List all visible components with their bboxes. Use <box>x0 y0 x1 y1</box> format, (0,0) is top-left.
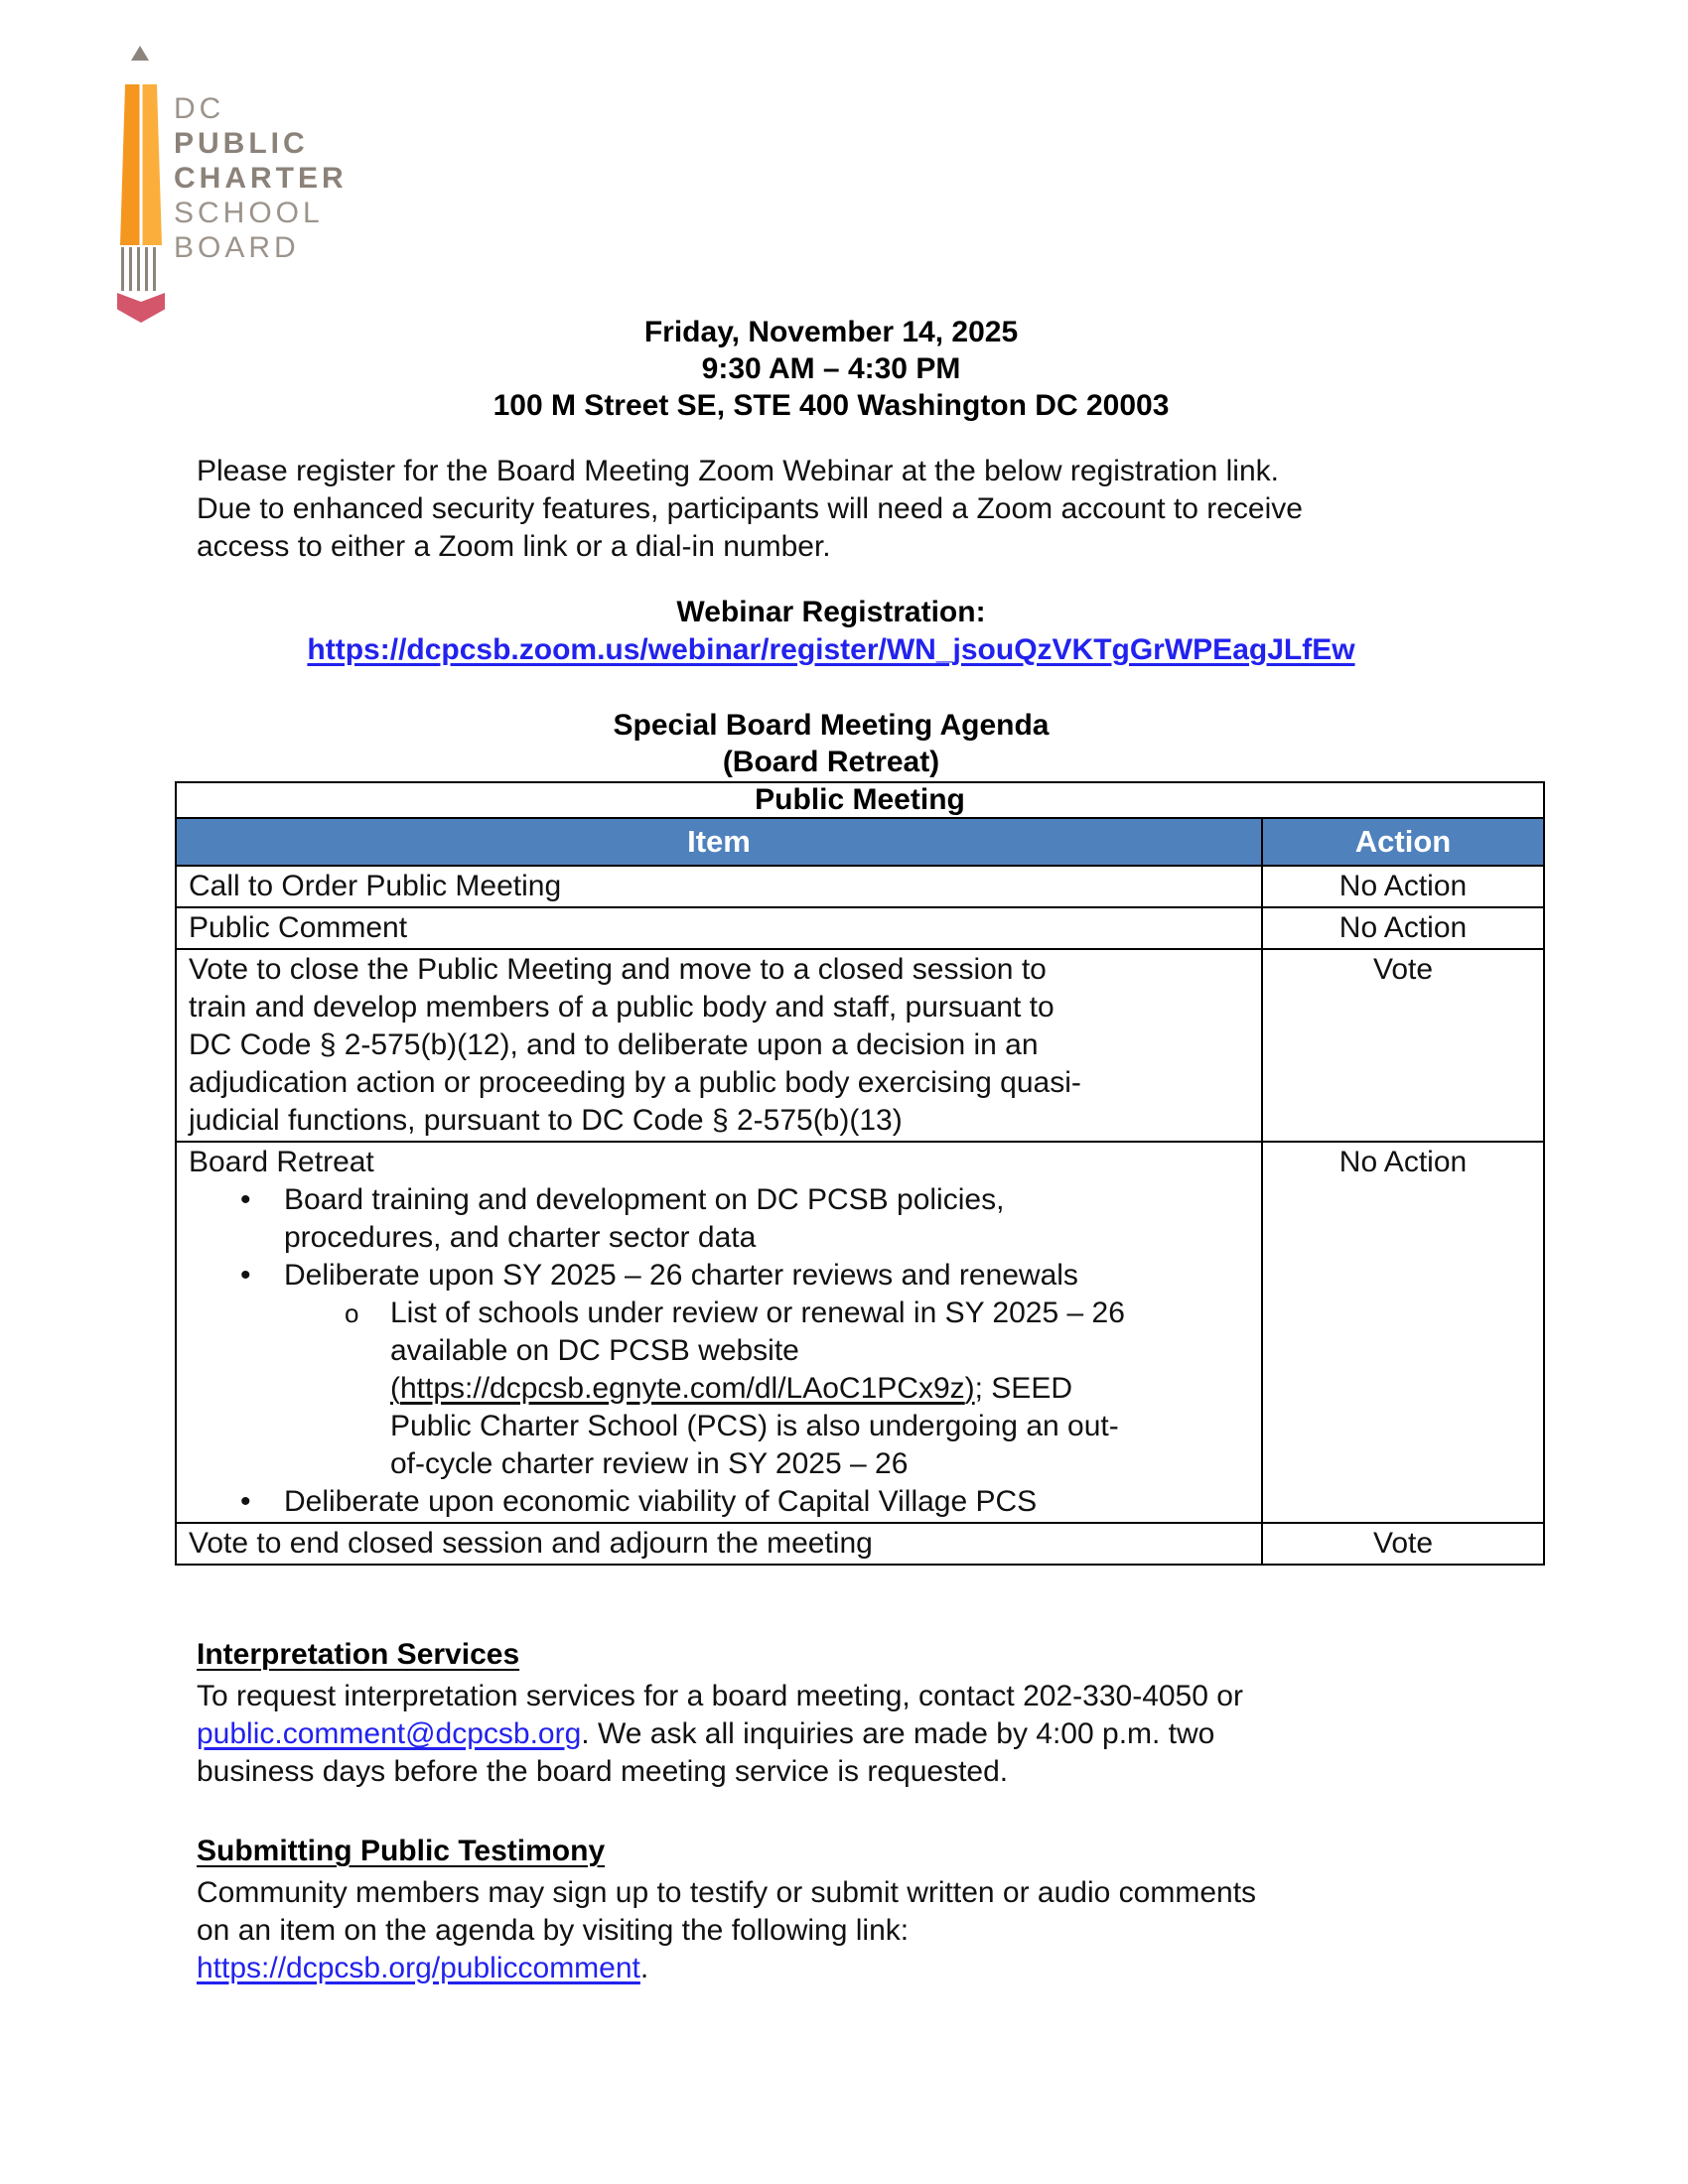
row1-item: Call to Order Public Meeting <box>176 866 1262 907</box>
webinar-link-line <box>197 631 1466 668</box>
paren-close: ) <box>964 1372 975 1405</box>
agenda-title: Special Board Meeting Agenda <box>613 709 1050 742</box>
column-header-item: Item <box>176 818 1262 866</box>
event-location: 100 M Street SE, STE 400 Washington DC 20003 <box>492 389 1170 422</box>
interpretation-line-1: To request interpretation services for a board meeting, contact 202-330-4050 or <box>197 1680 1243 1712</box>
table-caption-row <box>176 782 1544 818</box>
webinar-registration-heading: Webinar Registration: <box>676 596 986 628</box>
sub-bullet-line-3-rest: ; SEED <box>974 1372 1072 1405</box>
row5-item: Vote to end closed session and adjourn the meeting <box>176 1523 1262 1565</box>
interpretation-line-2-rest: . We ask all inquiries are made by 4:00 p.m. two <box>581 1717 1215 1750</box>
testimony-paragraph <box>197 1874 1477 1987</box>
column-header-action: Action <box>1262 818 1544 866</box>
board-retreat-bullet-3: • Deliberate upon economic viability of Capital Village PCS <box>189 1483 1249 1521</box>
row5-action: Vote <box>1262 1523 1544 1565</box>
event-date: Friday, November 14, 2025 <box>643 316 1019 348</box>
board-retreat-sub-bullet <box>189 1295 1249 1483</box>
sub-bullet-line-1: o List of schools under review or renewal in SY 2025 – 26 <box>390 1297 1125 1329</box>
interpretation-line-3: business days before the board meeting service is requested. <box>197 1755 1009 1788</box>
dcpcsb-logo <box>117 40 534 298</box>
row2-action: No Action <box>1262 907 1544 949</box>
logo-line-board: BOARD <box>174 231 300 264</box>
row3-line-2: train and develop members of a public body and staff, pursuant to <box>189 991 1055 1024</box>
testimony-line-1: Community members may sign up to testify or submit written or audio comments <box>197 1876 1257 1909</box>
sub-bullet-line-3 <box>390 1370 1249 1408</box>
interpretation-services-heading: Interpretation Services <box>197 1638 520 1671</box>
logo-wordmark <box>174 91 348 265</box>
pencil-body-icon <box>120 84 162 245</box>
event-header <box>197 314 1466 424</box>
intro-paragraph <box>197 453 1477 566</box>
bullet1-line-2: procedures, and charter sector data <box>284 1221 757 1254</box>
intro-line-1: Please register for the Board Meeting Zoom Webinar at the below registration link. <box>197 455 1279 487</box>
table-row <box>176 1523 1544 1565</box>
board-retreat-title: Board Retreat <box>189 1146 374 1178</box>
egnyte-link-wrap <box>390 1372 975 1405</box>
row3-line-1: Vote to close the Public Meeting and move to a closed session to <box>189 953 1047 986</box>
testimony-line-2: on an item on the agenda by visiting the following link: <box>197 1914 910 1947</box>
board-retreat-bullet-2: • Deliberate upon SY 2025 – 26 charter reviews and renewals <box>189 1257 1249 1295</box>
pencil-stripes-icon <box>121 247 161 291</box>
submitting-testimony-heading: Submitting Public Testimony <box>197 1835 606 1867</box>
agenda-table <box>175 781 1545 1566</box>
public-comment-page-link[interactable]: https://dcpcsb.org/publiccomment <box>197 1952 640 1984</box>
webinar-registration-link[interactable]: https://dcpcsb.zoom.us/webinar/register/WN_jsouQzVKTgGrWPEagJLfEw <box>307 633 1355 666</box>
table-row <box>176 866 1544 907</box>
pencil-logo-icon <box>117 40 165 323</box>
agenda-subtitle: (Board Retreat) <box>722 746 940 778</box>
public-comment-email-link[interactable]: public.comment@dcpcsb.org <box>197 1717 582 1750</box>
table-row <box>176 1142 1544 1523</box>
board-retreat-bullet-1 <box>189 1181 1249 1257</box>
sub-bullet-line-2: available on DC PCSB website <box>390 1334 799 1367</box>
logo-line-public: PUBLIC <box>174 127 309 160</box>
row1-action: No Action <box>1262 866 1544 907</box>
row3-action: Vote <box>1262 949 1544 1142</box>
egnyte-list-link[interactable]: https://dcpcsb.egnyte.com/dl/LAoC1PCx9z <box>400 1372 965 1405</box>
row2-item: Public Comment <box>176 907 1262 949</box>
testimony-line-3-rest: . <box>639 1952 649 1984</box>
testimony-line-3 <box>197 1950 1477 1987</box>
table-row <box>176 949 1544 1142</box>
logo-line-charter: CHARTER <box>174 162 348 195</box>
row3-item <box>176 949 1262 1142</box>
logo-line-school: SCHOOL <box>174 197 324 229</box>
event-time: 9:30 AM – 4:30 PM <box>701 352 961 385</box>
row4-item <box>176 1142 1262 1523</box>
bullet1-line-1: • Board training and development on DC PCSB policies, <box>284 1183 1005 1216</box>
table-row <box>176 907 1544 949</box>
row3-line-4: adjudication action or proceeding by a public body exercising quasi- <box>189 1066 1081 1099</box>
intro-line-3: access to either a Zoom link or a dial-in number. <box>197 530 831 563</box>
sub-bullet-line-5: of-cycle charter review in SY 2025 – 26 <box>390 1447 909 1480</box>
table-header-row <box>176 818 1544 866</box>
row3-line-3: DC Code § 2-575(b)(12), and to deliberate upon a decision in an <box>189 1028 1039 1061</box>
intro-line-2: Due to enhanced security features, participants will need a Zoom account to receive <box>197 492 1303 525</box>
row4-action: No Action <box>1262 1142 1544 1523</box>
row3-line-5: judicial functions, pursuant to DC Code § 2-575(b)(13) <box>189 1104 903 1137</box>
interpretation-paragraph <box>197 1678 1477 1791</box>
pencil-red-tip-icon <box>117 293 165 323</box>
interpretation-line-2 <box>197 1715 1477 1753</box>
sub-bullet-line-4: Public Charter School (PCS) is also undergoing an out- <box>390 1410 1119 1442</box>
table-caption: Public Meeting <box>176 782 1544 818</box>
paren-open: ( <box>390 1372 400 1405</box>
pencil-tip-triangle-icon <box>131 46 149 61</box>
logo-line-dc: DC <box>174 92 225 125</box>
